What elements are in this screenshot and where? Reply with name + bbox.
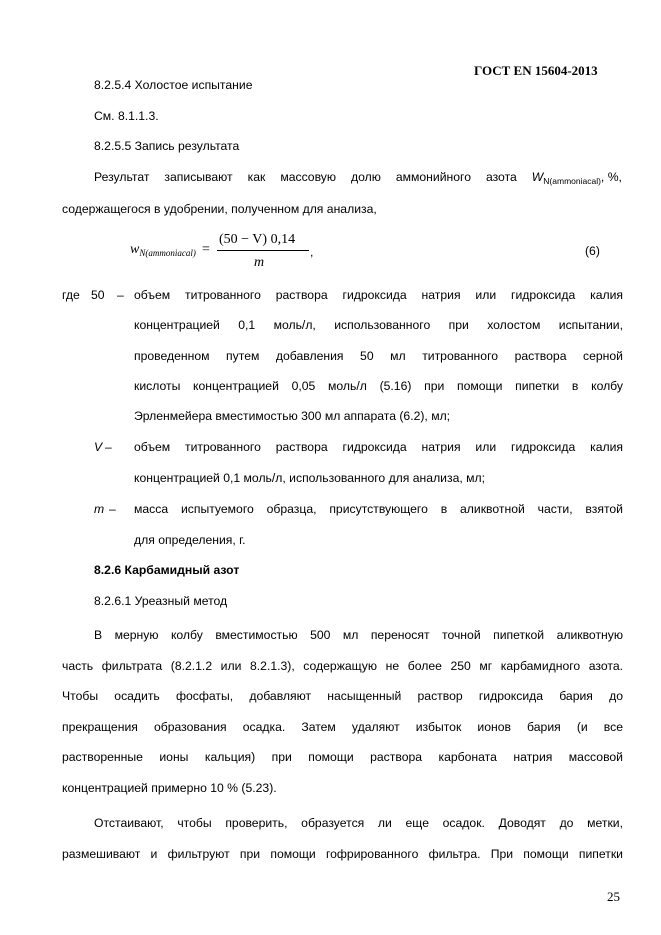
definition-line: концентрацией 0,1 моль/л, использованного при холостом испытании, — [134, 318, 623, 332]
definition-line: Эрленмейера вместимостью 300 мл аппарата (6.2), мл; — [134, 409, 451, 423]
definition-dash: – — [117, 288, 124, 302]
definition-line: для определения, г. — [134, 533, 246, 547]
formula-lhs-symbol: w — [130, 242, 140, 257]
definition-symbol: 50 — [91, 288, 105, 302]
word: Результат — [94, 170, 150, 184]
formula-denominator: m — [254, 255, 265, 270]
formula-numerator: (50 − V) 0,14 — [219, 232, 296, 247]
paragraph-line: размешивают и фильтруют при помощи гофрированного фильтра. При помощи пипетки — [62, 847, 623, 861]
formula-fraction-bar — [217, 250, 309, 251]
definition-line: концентрацией 0,1 моль/л, использованного для анализа, мл; — [134, 471, 486, 485]
symbol-w: W — [531, 170, 544, 184]
section-8254-ref: См. 8.1.1.3. — [94, 109, 159, 123]
formula-number: (6) — [585, 244, 600, 258]
paragraph-line: растворенные ионы кальция) при помощи раствора карбоната натрия массовой — [62, 750, 623, 764]
result-intro-line2: содержащегося в удобрении, полученном для анализа, — [62, 202, 377, 216]
definition-dash: – — [109, 502, 116, 516]
page-number: 25 — [607, 889, 620, 904]
paragraph-line: часть фильтрата (8.2.1.2 или 8.2.1.3), содержащую не более 250 мг карбамидного азота. — [62, 659, 623, 673]
word: как — [247, 170, 266, 184]
paragraph-line: прекращения образования осадка. Затем удаляют избыток ионов бария (и все — [62, 720, 623, 734]
formula-comma: , — [310, 245, 314, 259]
paragraph-line: концентрацией примерно 10 % (5.23). — [62, 781, 277, 795]
section-8261-title: 8.2.6.1 Уреазный метод — [94, 594, 228, 608]
definition-symbol: m — [94, 502, 105, 516]
where-label: где — [62, 288, 80, 302]
formula-lhs-subscript: N(ammoniacal) — [139, 248, 196, 258]
word: записывают — [164, 170, 233, 184]
word: долю — [351, 170, 381, 184]
section-8254-title: 8.2.5.4 Холостое испытание — [94, 78, 253, 92]
definition-line: объем титрованного раствора гидроксида натрия или гидроксида калия — [134, 440, 623, 454]
section-8255-title: 8.2.5.5 Запись результата — [94, 139, 240, 153]
standard-header: ГОСТ EN 15604-2013 — [474, 63, 598, 78]
word: массовую — [280, 170, 337, 184]
formula-lhs — [130, 243, 196, 257]
formula-equals: = — [202, 242, 210, 257]
paragraph-line: В мерную колбу вместимостью 500 мл переносят точной пипеткой аликвотную — [94, 628, 623, 642]
paragraph-line: Чтобы осадить фосфаты, добавляют насыщенный раствор гидроксида бария до — [62, 689, 623, 703]
definition-line: масса испытуемого образца, присутствующего в аликвотной части, взятой — [134, 502, 623, 516]
definition-line: объем титрованного раствора гидроксида натрия или гидроксида калия — [134, 288, 623, 302]
symbol-subscript: N(ammoniacal) — [543, 176, 601, 186]
result-intro-line1 — [94, 170, 622, 186]
definition-dash: – — [105, 440, 112, 454]
word: азота — [485, 170, 517, 184]
unit-tail: , %, — [600, 170, 622, 184]
definition-symbol: V — [94, 440, 103, 454]
word: аммонийного — [395, 170, 471, 184]
section-826-title: 8.2.6 Карбамидный азот — [94, 563, 240, 577]
mass-fraction-symbol — [531, 170, 622, 186]
definition-line: проведенном путем добавления 50 мл титрованного раствора серной — [134, 349, 623, 363]
definition-line: кислоты концентрацией 0,05 моль/л (5.16) при помощи пипетки в колбу — [134, 379, 623, 393]
paragraph-line: Отстаивают, чтобы проверить, образуется ли еще осадок. Доводят до метки, — [94, 816, 623, 830]
